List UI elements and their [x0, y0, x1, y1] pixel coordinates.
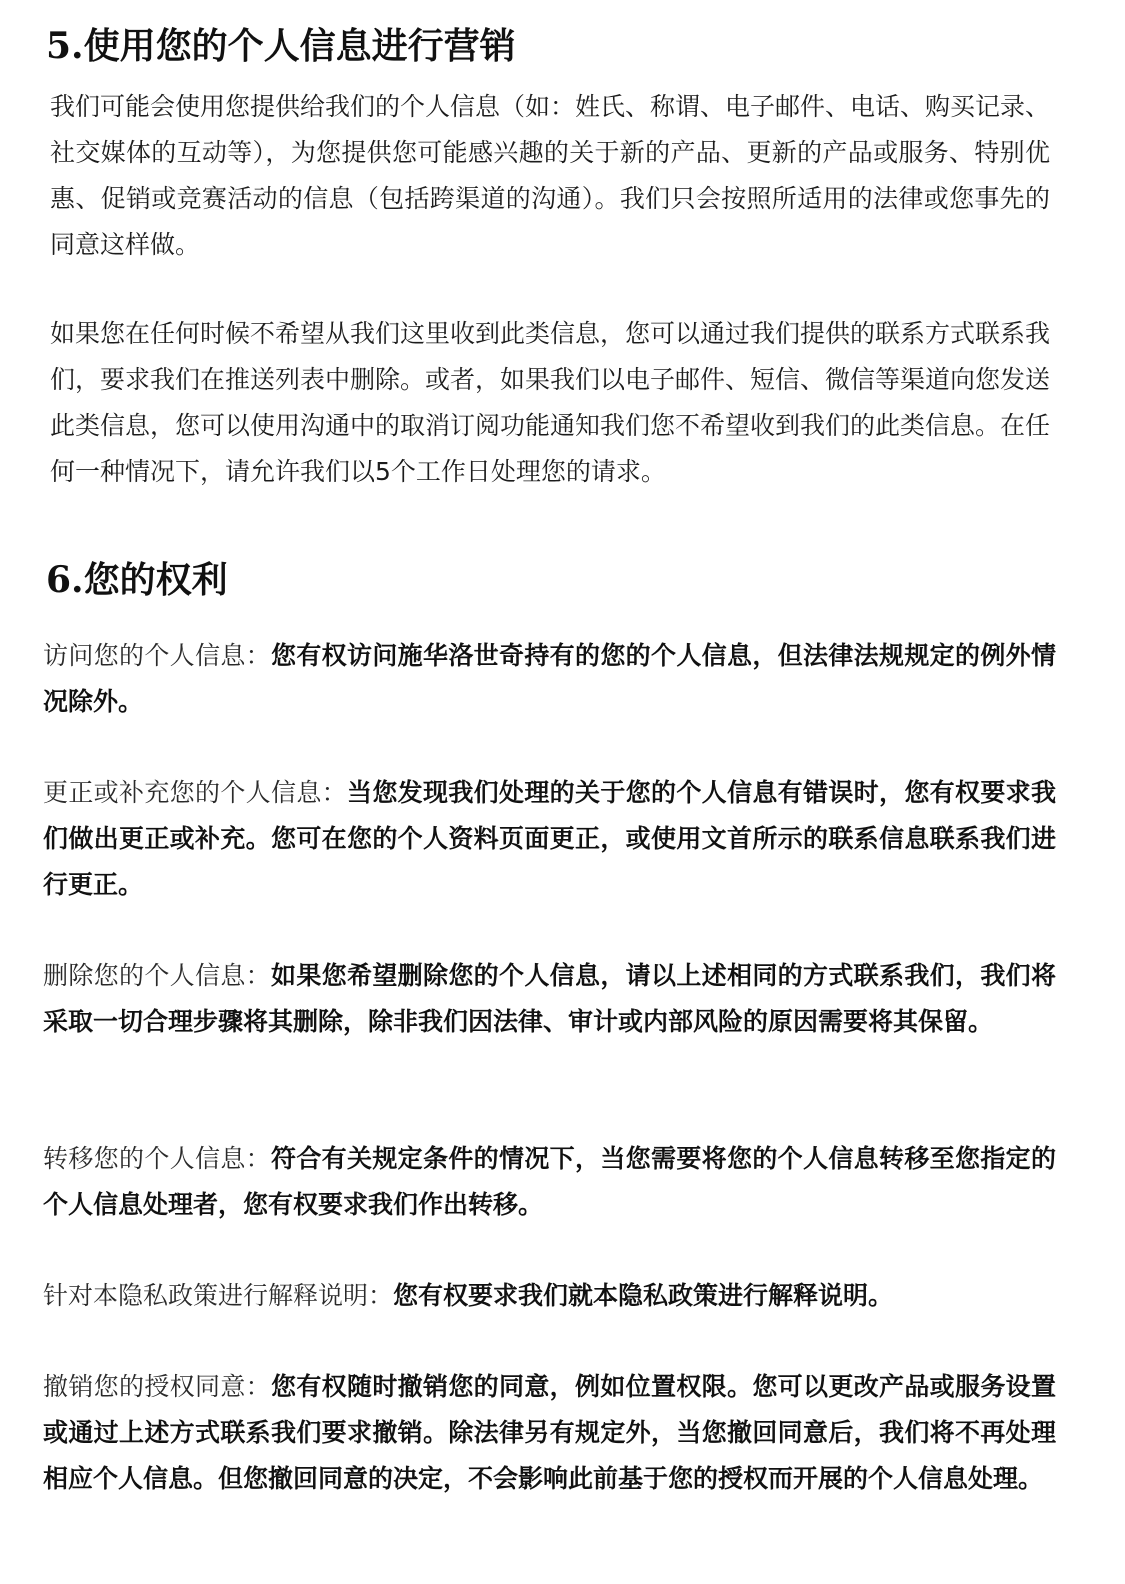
section-5-paragraph-1: 我们可能会使用您提供给我们的个人信息（如：姓氏、称谓、电子邮件、电话、购买记录、社交媒体的互动等），为您提供您可能感兴趣的关于新的产品、更新的产品或服务、特别优惠、促销或竞赛活动的信息（包括跨渠道的沟通）。我们只会按照所适用的法律或您事先的同意这样做。: [50, 92, 1051, 259]
right-explanation: [43, 1273, 1056, 1319]
right-text: 您有权要求我们就本隐私政策进行解释说明。: [393, 1281, 894, 1310]
right-label: 访问您的个人信息：: [43, 641, 271, 670]
right-label: 删除您的个人信息：: [43, 961, 271, 990]
right-text: 符合有关规定条件的情况下，当您需要将您的个人信息转移至您指定的个人信息处理者，您有权要求我们作出转移。: [43, 1144, 1056, 1219]
section-5-paragraph-2: 如果您在任何时候不希望从我们这里收到此类信息，您可以通过我们提供的联系方式联系我们，要求我们在推送列表中删除。或者，如果我们以电子邮件、短信、微信等渠道向您发送此类信息，您可以使用沟通中的取消订阅功能通知我们您不希望收到我们的此类信息。在任何一种情况下，请允许我们以5个工作日处理您的请求。: [50, 319, 1051, 486]
section-5-heading: 5.使用您的个人信息进行营销: [46, 25, 516, 67]
right-label: 转移您的个人信息：: [43, 1144, 271, 1173]
right-access: [43, 633, 1056, 725]
right-deletion: [43, 953, 1056, 1045]
section-6-heading: 6.您的权利: [46, 559, 228, 601]
right-text: 您有权访问施华洛世奇持有的您的个人信息，但法律法规规定的例外情况除外。: [43, 641, 1056, 716]
right-transfer: [43, 1136, 1056, 1228]
right-text: 您有权随时撤销您的同意，例如位置权限。您可以更改产品或服务设置或通过上述方式联系我们要求撤销。除法律另有规定外，当您撤回同意后，我们将不再处理相应个人信息。但您撤回同意的决定，不会影响此前基于您的授权而开展的个人信息处理。: [43, 1372, 1056, 1493]
right-text: 如果您希望删除您的个人信息，请以上述相同的方式联系我们，我们将采取一切合理步骤将其删除，除非我们因法律、审计或内部风险的原因需要将其保留。: [43, 961, 1056, 1036]
right-withdraw-consent: [43, 1364, 1056, 1502]
right-correction: [43, 770, 1056, 908]
right-label: 撤销您的授权同意：: [43, 1372, 271, 1401]
right-label: 针对本隐私政策进行解释说明：: [43, 1281, 394, 1310]
right-label: 更正或补充您的个人信息：: [43, 778, 347, 807]
right-text: 当您发现我们处理的关于您的个人信息有错误时，您有权要求我们做出更正或补充。您可在您的个人资料页面更正，或使用文首所示的联系信息联系我们进行更正。: [43, 778, 1056, 899]
